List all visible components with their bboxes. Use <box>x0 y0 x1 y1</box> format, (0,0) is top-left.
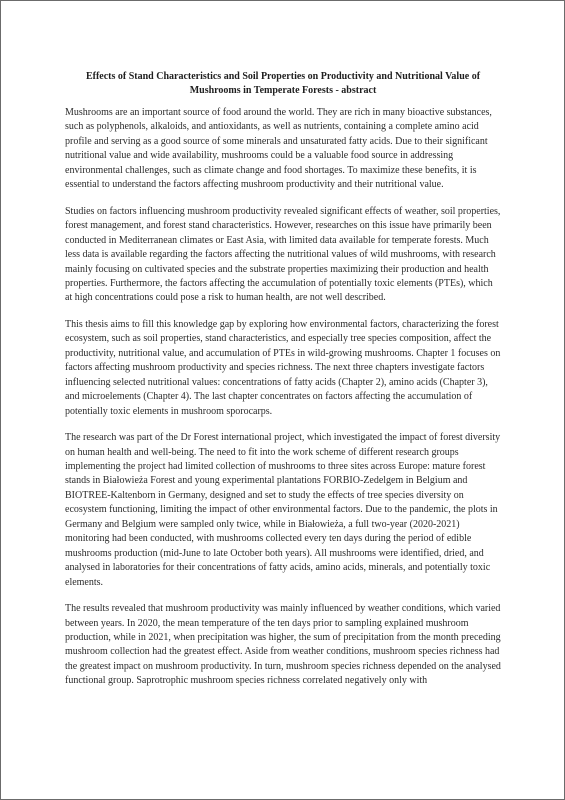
document-title: Effects of Stand Characteristics and Soil Properties on Productivity and Nutritional Value of Mushrooms in Temperate Forests - abstract <box>85 71 481 96</box>
paragraph-5: The results revealed that mushroom productivity was mainly influenced by weather conditions, which varied between years. In 2020, the mean temperature of the ten days prior to sampling explained mushroom production, while in 2021, when precipitation was higher, the sum of precipitation from the month preceding mushroom collection had the greatest effect. Aside from weather conditions, mushroom species richness had the greatest impact on mushroom productivity. In turn, mushroom species richness depended on the analysed functional group. Saprotrophic mushroom species richness correlated negatively only with <box>65 603 501 687</box>
paragraph-1: Mushrooms are an important source of food around the world. They are rich in many bioactive substances, such as polyphenols, alkaloids, and antioxidants, as well as nutrients, containing a complete amino acid profile and serving as a good source of some minerals and unsaturated fatty acids. Due to their significant nutritional value and wide availability, mushrooms could be a valuable food source in addressing environmental challenges, such as climate change and food shortages. To maximize these benefits, it is essential to understand the factors affecting mushroom productivity and their nutritional value. <box>65 107 492 191</box>
paragraph-3: This thesis aims to fill this knowledge gap by exploring how environmental factors, characterizing the forest ecosystem, such as soil properties, stand characteristics, and especially tree species composition, affect the productivity, nutritional value, and accumulation of PTEs in wild-growing mushrooms. Chapter 1 focuses on factors affecting mushroom productivity and species richness. The next three chapters investigate factors influencing selected nutritional values: concentrations of fatty acids (Chapter 2), amino acids (Chapter 3), and microelements (Chapter 4). The last chapter concentrates on factors affecting the accumulation of potentially toxic elements in mushroom sporocarps. <box>65 318 501 417</box>
paragraph-2: Studies on factors influencing mushroom productivity revealed significant effects of weather, soil properties, forest management, and forest stand characteristics. However, researches on this issue have primarily been conducted in Mediterranean climates or East Asia, with limited data available for temperate forests. Much less data is available regarding the factors affecting the nutritional values of wild mushrooms, with research mainly focusing on cultivated species and the substrate properties maximizing their production and health properties. Furthermore, the factors affecting the accumulation of potentially toxic elements (PTEs), which at high concentrations could pose a risk to human health, are not well described. <box>65 205 501 304</box>
paragraph-4: The research was part of the Dr Forest international project, which investigated the impact of forest diversity on human health and well-being. The need to fit into the work scheme of different research groups implementing the project had limited collection of mushrooms to three sites across Europe: mature forest stands in Białowieża Forest and young experimental plantations FORBIO-Zedelgem in Belgium and BIOTREE-Kaltenborn in Germany, designed and set to study the effects of tree species diversity on ecosystem functioning, limiting the impact of other environmental factors. Due to the pandemic, the plots in Germany and Belgium were sampled only twice, while in Białowieża, a full two-year (2020-2021) monitoring had been conducted, with mushrooms collected every ten days during the period of edible mushrooms production (mid-June to late October both years). All mushrooms were identified, dried, and analysed in laboratories for their concentrations of fatty acids, amino acids, minerals, and potentially toxic elements. <box>65 432 501 588</box>
document-body <box>65 70 501 701</box>
